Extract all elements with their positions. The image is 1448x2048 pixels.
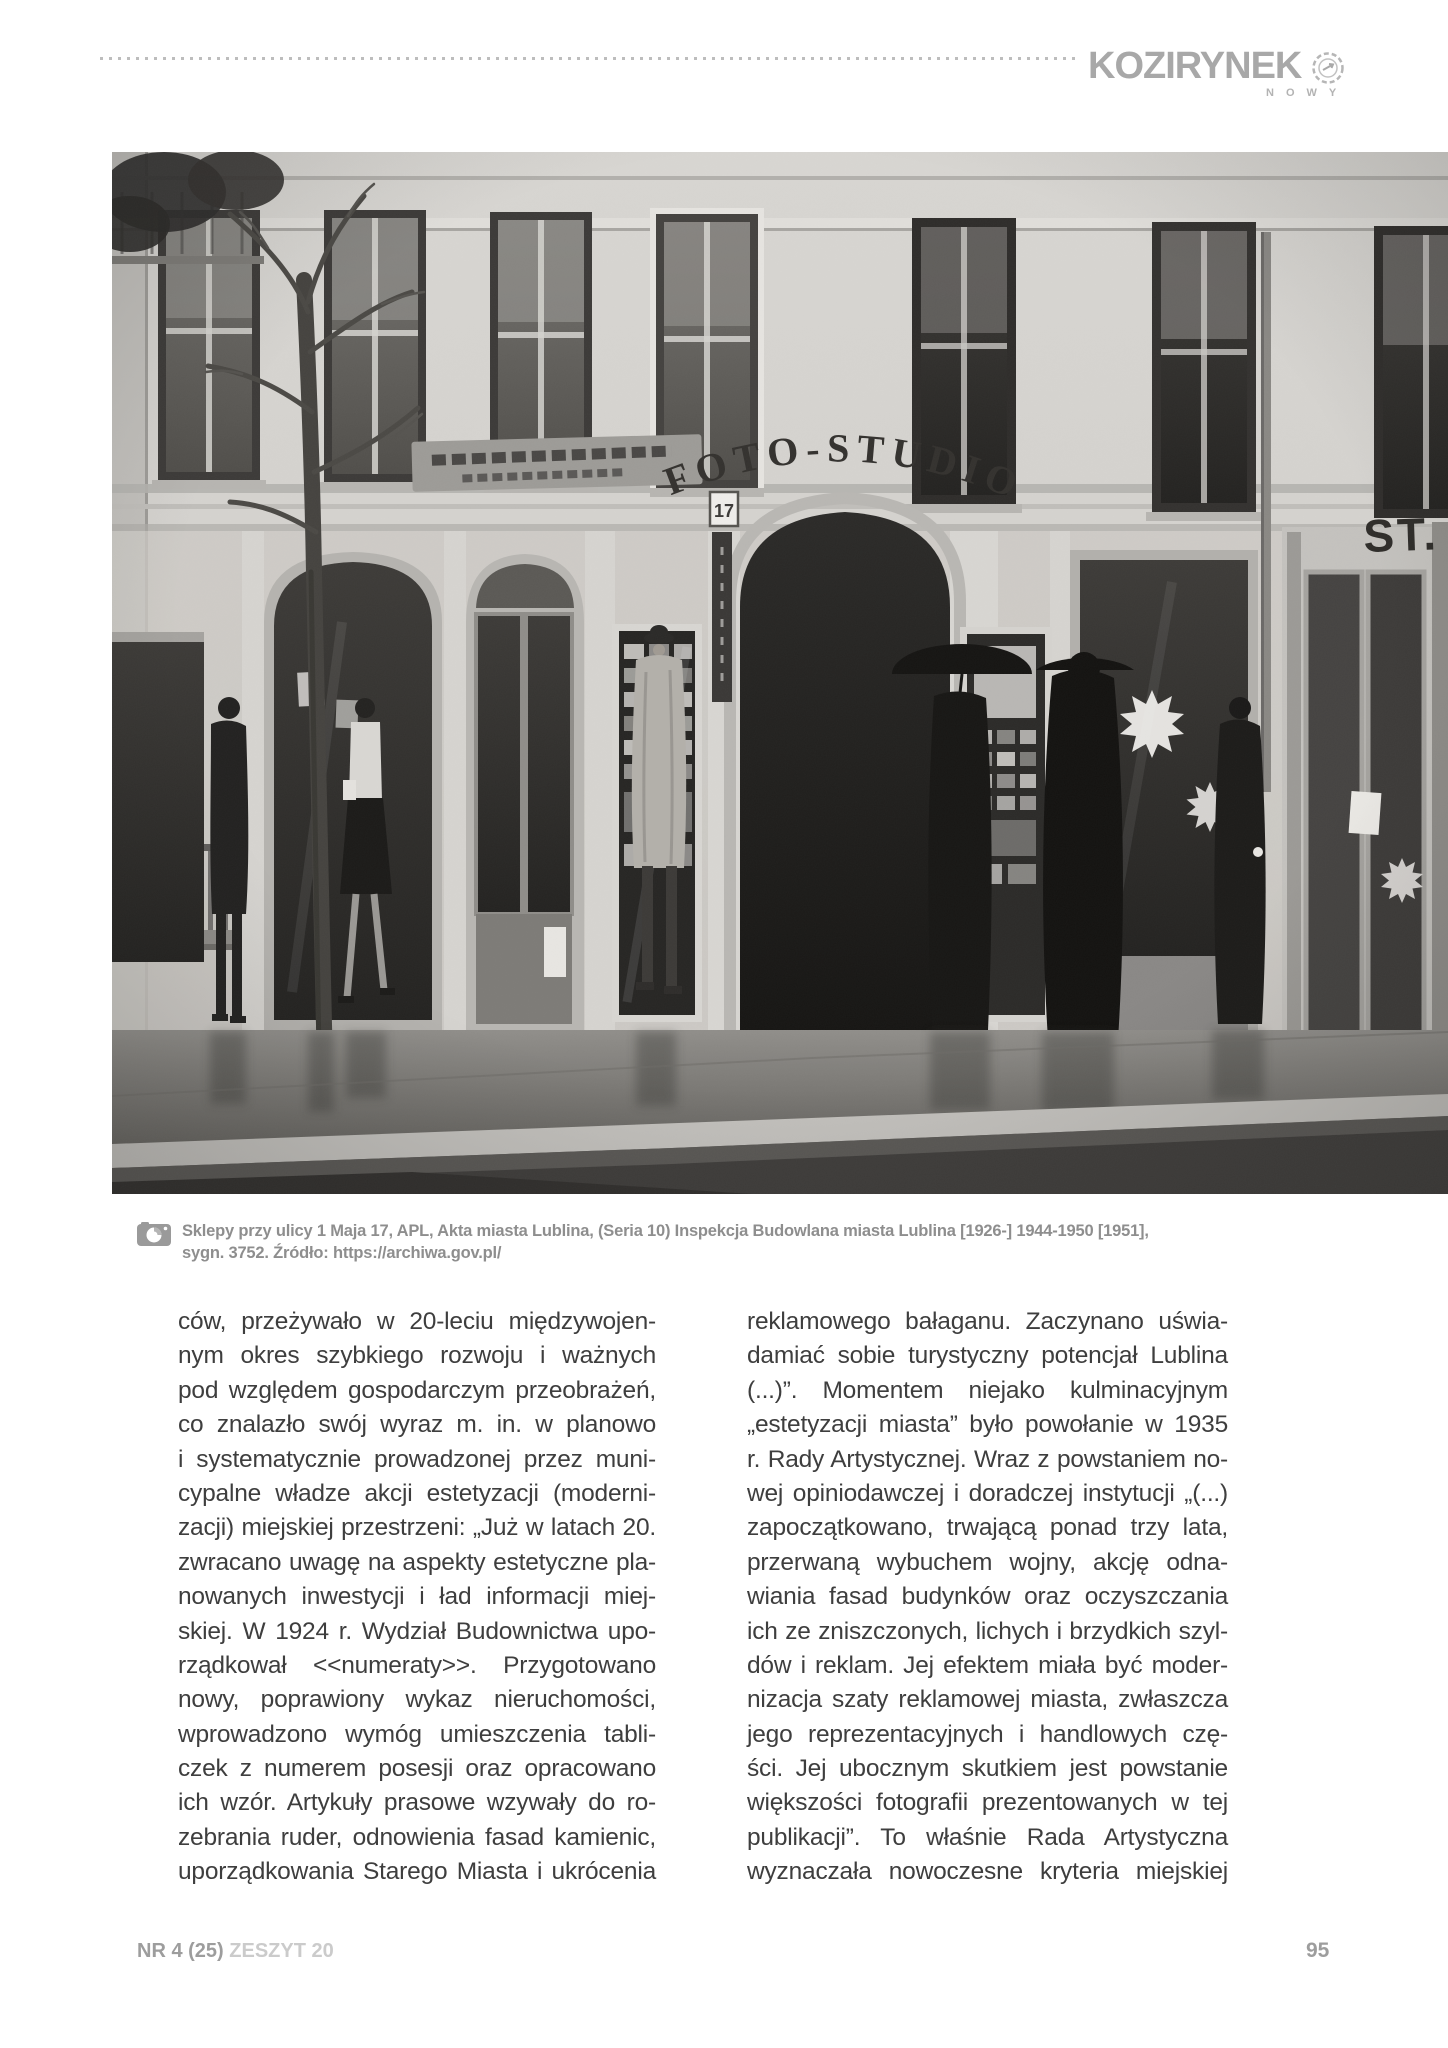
text-line: cypalne władze akcji estetyzacji (moderni-	[178, 1479, 656, 1507]
footer-issue-info	[137, 1940, 334, 1963]
text-line: (...)”. Momentem niejako kulminacyjnym	[747, 1376, 1228, 1404]
text-line: nowanych inwestycji i ład informacji miej-	[178, 1583, 656, 1611]
text-line: zwracano uwagę na aspekty estetyczne pla-	[178, 1548, 656, 1576]
text-line: czek z numerem posesji oraz opracowano	[178, 1755, 656, 1783]
brand-name: KOZIRYNEK	[1088, 45, 1302, 87]
text-line: nowy, poprawiony wykaz nieruchomości,	[178, 1686, 656, 1714]
header-dotted-line	[100, 57, 1080, 60]
text-line: r. Rady Artystycznej. Wraz z powstaniem no-	[747, 1445, 1228, 1473]
photo-caption	[137, 1220, 1377, 1264]
text-line: przerwaną wybuchem wojny, akcję odna-	[747, 1548, 1228, 1576]
issue-number: NR 4 (25)	[137, 1940, 224, 1962]
text-line: reklamowego bałaganu. Zaczynano uświa-	[747, 1308, 1228, 1335]
text-line: rządkował <<numeraty>>. Przygotowano	[178, 1651, 656, 1679]
text-line: ich wzór. Artykuły prasowe wzywały do ro-	[178, 1789, 656, 1817]
caption-line-2: sygn. 3752. Źródło: https://archiwa.gov.pl/	[182, 1244, 502, 1262]
street-photograph	[112, 152, 1448, 1194]
brand-subtitle: NOWY	[1266, 87, 1349, 99]
text-line: i systematycznie prowadzonej przez muni-	[178, 1445, 656, 1473]
text-line: ców, przeżywało w 20-leciu międzywojen-	[178, 1308, 656, 1335]
article-column-left	[178, 1305, 656, 1890]
text-line: skiej. W 1924 r. Wydział Budownictwa upo-	[178, 1617, 656, 1645]
text-line: wprowadzono wymóg umieszczenia tabli-	[178, 1720, 656, 1748]
text-line: damiać sobie turystyczny potencjał Lublina	[747, 1342, 1228, 1370]
text-line: wyznaczała nowoczesne kryteria miejskiej	[747, 1858, 1228, 1886]
text-line: dów i reklam. Jej efektem miała być moder-	[747, 1651, 1228, 1679]
caption-line-1: Sklepy przy ulicy 1 Maja 17, APL, Akta miasta Lublina, (Seria 10) Inspekcja Budowlana miasta Lublina [1926-] 1944-1950 [1951],	[182, 1222, 1149, 1240]
text-line: zacji) miejskiej przestrzeni: „Już w latach 20.	[178, 1514, 656, 1542]
text-line: większości fotografii prezentowanych w tej	[747, 1789, 1228, 1817]
text-line: co znalazło swój wyraz m. in. w planowo	[178, 1411, 656, 1439]
text-line: zapoczątkowano, trwającą ponad trzy lata,	[747, 1514, 1228, 1542]
text-line: wiania fasad budynków oraz oczyszczania	[747, 1583, 1228, 1611]
photo-illustration	[112, 152, 1448, 1194]
text-line: nym okres szybkiego rozwoju i ważnych	[178, 1342, 656, 1370]
text-line: wej opiniodawczej i doradczej instytucji „(...)	[747, 1479, 1228, 1507]
issue-zeszyt: ZESZYT 20	[229, 1940, 334, 1962]
article-column-right	[747, 1305, 1228, 1890]
text-line: uporządkowania Starego Miasta i ukrócenia	[178, 1858, 656, 1886]
page-number: 95	[1306, 1939, 1330, 1962]
text-line: nizacja szaty reklamowej miasta, zwłaszcza	[747, 1686, 1228, 1714]
text-line: publikacji”. To właśnie Rada Artystyczna	[747, 1823, 1228, 1851]
text-line: pod względem gospodarczym przeobrażeń,	[178, 1376, 656, 1404]
text-line: ści. Jej ubocznym skutkiem jest powstanie	[747, 1755, 1228, 1783]
camera-icon	[137, 1222, 171, 1246]
text-line: zebrania ruder, odnowienia fasad kamienic,	[178, 1823, 656, 1851]
stamp-icon	[1310, 50, 1346, 86]
text-line: ich ze zniszczonych, lichych i brzydkich szyl-	[747, 1617, 1228, 1645]
text-line: jego reprezentacyjnych i handlowych czę-	[747, 1720, 1228, 1748]
text-line: „estetyzacji miasta” było powołanie w 1935	[747, 1411, 1228, 1439]
